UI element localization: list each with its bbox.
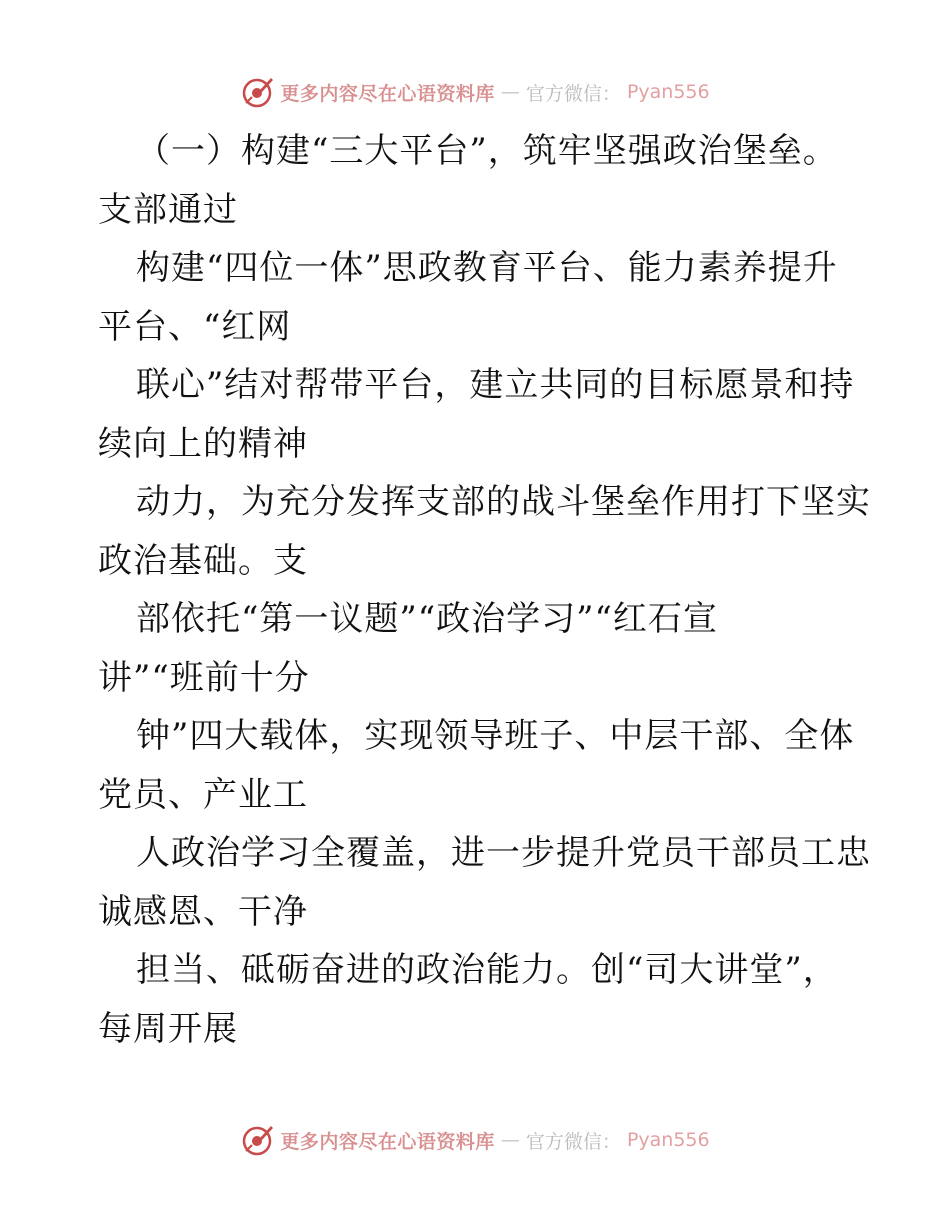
document-body	[98, 122, 871, 1058]
quill-pen-logo-icon	[240, 75, 274, 109]
watermark-main-text: 更多内容尽在心语资料库	[280, 82, 495, 105]
body-line: 人政治学习全覆盖，进一步提升党员干部员工忠	[136, 833, 871, 873]
body-line: 部依托“第一议题”“政治学习”“红石宣	[136, 599, 718, 639]
body-line: 平台、“红网	[98, 306, 292, 347]
watermark-wechat-id: Pyan556	[626, 81, 710, 103]
body-line: 担当、砥砺奋进的政治能力。创“司大讲堂”，	[136, 950, 838, 990]
watermark-separator: —	[500, 81, 520, 103]
body-line: 讲”“班前十分	[98, 657, 310, 698]
body-line: 联心”结对帮带平台，建立共同的目标愿景和持	[136, 365, 855, 405]
watermark-wechat-label: 官方微信：	[525, 82, 621, 105]
body-line: 钟”四大载体，实现领导班子、中层干部、全体	[136, 716, 855, 756]
footer-watermark	[0, 1120, 950, 1160]
body-line: （一）构建“三大平台”，筑牢坚强政治堡垒。	[136, 131, 838, 171]
header-watermark	[0, 72, 950, 112]
body-line: 政治基础。支	[98, 540, 308, 581]
body-line: 构建“四位一体”思政教育平台、能力素养提升	[136, 248, 838, 288]
quill-pen-logo-icon	[240, 1123, 274, 1157]
body-line: 党员、产业工	[98, 774, 308, 815]
watermark-wechat-id: Pyan556	[626, 1129, 710, 1151]
watermark-main-text: 更多内容尽在心语资料库	[280, 1130, 495, 1153]
watermark-wechat-label: 官方微信：	[525, 1130, 621, 1153]
watermark-separator: —	[500, 1129, 520, 1151]
body-line: 诚感恩、干净	[98, 891, 308, 932]
body-line: 支部通过	[98, 189, 238, 230]
body-line: 每周开展	[98, 1008, 238, 1049]
body-line: 续向上的精神	[98, 423, 308, 464]
body-line: 动力，为充分发挥支部的战斗堡垒作用打下坚实	[136, 482, 871, 522]
